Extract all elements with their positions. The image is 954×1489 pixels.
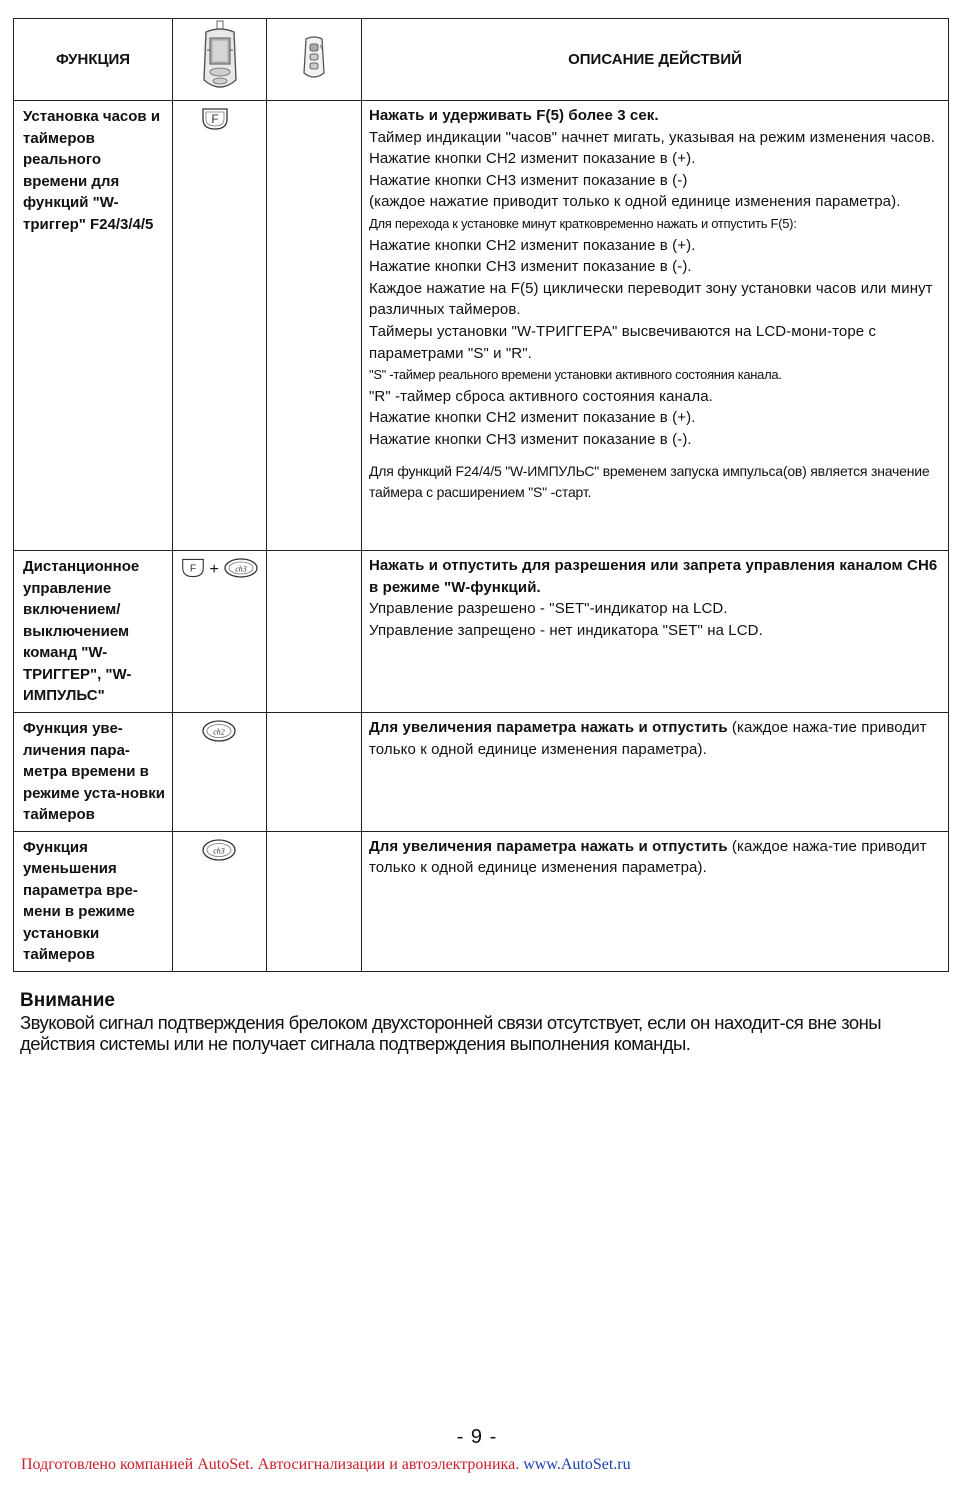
desc-bold: Для увеличения параметра нажать и отпустить xyxy=(369,719,728,736)
desc-line xyxy=(369,836,942,879)
desc-line: Для перехода к установке минут кратковременно нажать и отпустить F(5): xyxy=(369,215,797,231)
desc-line: Таймер индикации "часов" начнет мигать, указывая на режим изменения часов. xyxy=(369,128,936,146)
ch3-button-icon xyxy=(201,838,237,862)
empty-cell xyxy=(267,713,362,832)
footer-text: Подготовлено компанией AutoSet. Автосигнализации и автоэлектроника. xyxy=(21,1456,524,1473)
desc-line: Управление запрещено - нет индикатора "SET" на LCD. xyxy=(369,621,763,639)
f-button-icon xyxy=(201,107,229,131)
small-remote-icon xyxy=(300,35,328,81)
svg-text:F: F xyxy=(211,112,219,126)
page-number: - 9 - xyxy=(456,1426,498,1448)
table-row xyxy=(14,831,949,971)
button-cell xyxy=(173,101,267,551)
desc-line: Нажать и отпустить для разрешения или запрета управления каналом CH6 в режиме "W-функций. xyxy=(369,557,938,596)
function-name: Дистанционное управление включением/ выключением команд "W-ТРИГГЕР", "W-ИМПУЛЬС" xyxy=(14,551,173,713)
ch-button-label: ch3 xyxy=(213,846,225,855)
button-cell xyxy=(173,713,267,832)
description-cell xyxy=(362,713,949,832)
attention-title: Внимание xyxy=(20,990,115,1011)
header-remote-lcd xyxy=(173,19,267,101)
ch-button-label: ch2 xyxy=(213,727,225,737)
function-name: Установка часов и таймеров реального времени для функций "W-триггер" F24/3/4/5 xyxy=(14,101,173,551)
table-row xyxy=(14,551,949,713)
desc-bold: Для увеличения параметра нажать и отпустить xyxy=(369,837,728,855)
desc-rest: (каждое нажа-тие приводит только к одной единице изменения параметра). xyxy=(369,837,927,877)
table-header-row xyxy=(14,19,949,101)
desc-line: Таймеры установки "W-ТРИГГЕРА" высвечиваются на LCD-мони-торе с параметрами "S" и "R". xyxy=(369,322,877,362)
desc-line xyxy=(369,717,942,760)
button-cell xyxy=(173,551,267,713)
desc-line: "S" -таймер реального времени установки активного состояния канала. xyxy=(369,367,782,383)
lcd-remote-icon xyxy=(198,20,242,96)
header-remote-small xyxy=(267,19,362,101)
desc-line: Нажатие кнопки CH3 изменит показание в (-). xyxy=(369,258,692,276)
function-name: Функция уменьшения параметра вре-мени в режиме установки таймеров xyxy=(14,831,173,971)
description-cell xyxy=(362,831,949,971)
functions-table xyxy=(13,18,949,972)
desc-line: Каждое нажатие на F(5) циклически переводит зону установки часов или минут различных таймеров. xyxy=(369,279,933,319)
desc-line: Нажатие кнопки CH2 изменит показание в (+). xyxy=(369,236,696,254)
desc-line: Управление разрешено - "SET"-индикатор на LCD. xyxy=(369,600,728,618)
desc-line: "R" -таймер сброса активного состояния канала. xyxy=(369,387,713,405)
attention-block xyxy=(20,990,945,1054)
button-cell xyxy=(173,831,267,971)
empty-cell xyxy=(267,831,362,971)
desc-line: Нажатие кнопки CH2 изменит показание в (+). xyxy=(369,409,696,427)
ch-button-label: ch3 xyxy=(235,564,248,574)
function-name: Функция уве-личения пара-метра времени в режиме уста-новки таймеров xyxy=(14,713,173,832)
f-button-label: F xyxy=(189,563,197,575)
desc-line: Нажатие кнопки CH3 изменит показание в (-) xyxy=(369,171,688,189)
empty-cell xyxy=(267,551,362,713)
desc-line: Для функций F24/4/5 "W-ИМПУЛЬС" временем запуска импульса(ов) является значение таймера с расширением "S" -старт. xyxy=(369,462,930,501)
footer-link[interactable]: www.AutoSet.ru xyxy=(523,1456,631,1473)
desc-line: Нажатие кнопки CH2 изменит показание в (+). xyxy=(369,150,696,168)
header-description: ОПИСАНИЕ ДЕЙСТВИЙ xyxy=(362,19,949,101)
plus-sign: + xyxy=(209,561,219,578)
description-cell xyxy=(362,551,949,713)
header-function: ФУНКЦИЯ xyxy=(14,19,173,101)
ch2-button-icon xyxy=(201,719,237,743)
empty-cell xyxy=(267,101,362,551)
description-cell xyxy=(362,101,949,551)
f-button-icon xyxy=(181,557,205,579)
desc-line: (каждое нажатие приводит только к одной единице изменения параметра). xyxy=(369,193,901,211)
footer xyxy=(21,1456,631,1474)
desc-rest: (каждое нажа-тие приводит только к одной единице изменения параметра). xyxy=(369,719,927,758)
ch3-button-icon xyxy=(223,557,259,579)
desc-line: Нажать и удерживать F(5) более 3 сек. xyxy=(369,107,659,124)
table-row xyxy=(14,713,949,832)
attention-text: Звуковой сигнал подтверждения брелоком двухсторонней связи отсутствует, если он находит-ся вне зоны действия системы или не получает сигнала подтверждения выполнения команды. xyxy=(20,1012,881,1054)
table-row xyxy=(14,101,949,551)
desc-line: Нажатие кнопки CH3 изменит показание в (-). xyxy=(369,430,692,448)
